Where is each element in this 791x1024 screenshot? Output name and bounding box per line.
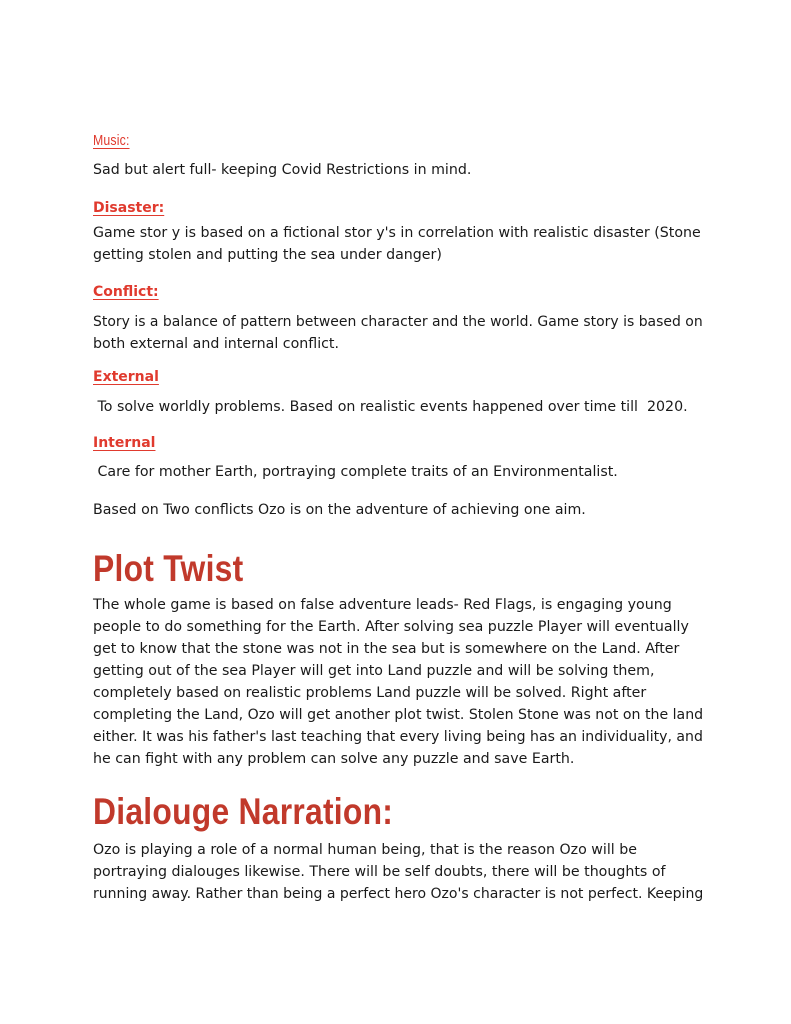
plot-twist-line-4: getting out of the sea Player will get into Land puzzle and will be solving them, <box>93 663 655 679</box>
disaster-line-1: Game stor y is based on a fictional stor y's in correlation with realistic disaster (Stone <box>93 225 701 241</box>
dialogue-line-2: portraying dialouges likewise. There will be self doubts, there will be thoughts of <box>93 864 666 880</box>
internal-text: Care for mother Earth, portraying complete traits of an Environmentalist. <box>93 464 618 480</box>
dialogue-line-1: Ozo is playing a role of a normal human being, that is the reason Ozo will be <box>93 842 637 858</box>
internal-label: Internal <box>93 435 156 451</box>
disaster-label: Disaster: <box>93 200 165 216</box>
plot-twist-line-3: get to know that the stone was not in the sea but is somewhere on the Land. After <box>93 641 680 657</box>
conflict-label: Conflict: <box>93 284 159 300</box>
plot-twist-line-8: he can fight with any problem can solve any puzzle and save Earth. <box>93 751 575 767</box>
dialogue-heading: Dialouge Narration: <box>93 791 394 832</box>
external-text: To solve worldly problems. Based on realistic events happened over time till 2020. <box>93 399 688 415</box>
plot-twist-heading: Plot Twist <box>93 548 244 589</box>
plot-twist-line-7: either. It was his father's last teaching that every living being has an individuality, and <box>93 729 703 745</box>
music-text: Sad but alert full- keeping Covid Restrictions in mind. <box>93 162 472 178</box>
conflict-line-2: both external and internal conflict. <box>93 336 340 352</box>
external-label: External <box>93 369 159 385</box>
conflict-line-1: Story is a balance of pattern between character and the world. Game story is based on <box>93 314 703 330</box>
plot-twist-line-1: The whole game is based on false adventure leads- Red Flags, is engaging young <box>93 597 672 613</box>
plot-twist-line-2: people to do something for the Earth. After solving sea puzzle Player will eventually <box>93 619 689 635</box>
plot-twist-line-6: completing the Land, Ozo will get another plot twist. Stolen Stone was not on the land <box>93 707 704 723</box>
disaster-line-2: getting stolen and putting the sea under danger) <box>93 247 442 263</box>
music-label: Music: <box>93 132 130 149</box>
summary-text: Based on Two conflicts Ozo is on the adventure of achieving one aim. <box>93 502 586 518</box>
dialogue-line-3: running away. Rather than being a perfect hero Ozo's character is not perfect. Keeping <box>93 886 704 902</box>
plot-twist-line-5: completely based on realistic problems Land puzzle will be solved. Right after <box>93 685 647 701</box>
